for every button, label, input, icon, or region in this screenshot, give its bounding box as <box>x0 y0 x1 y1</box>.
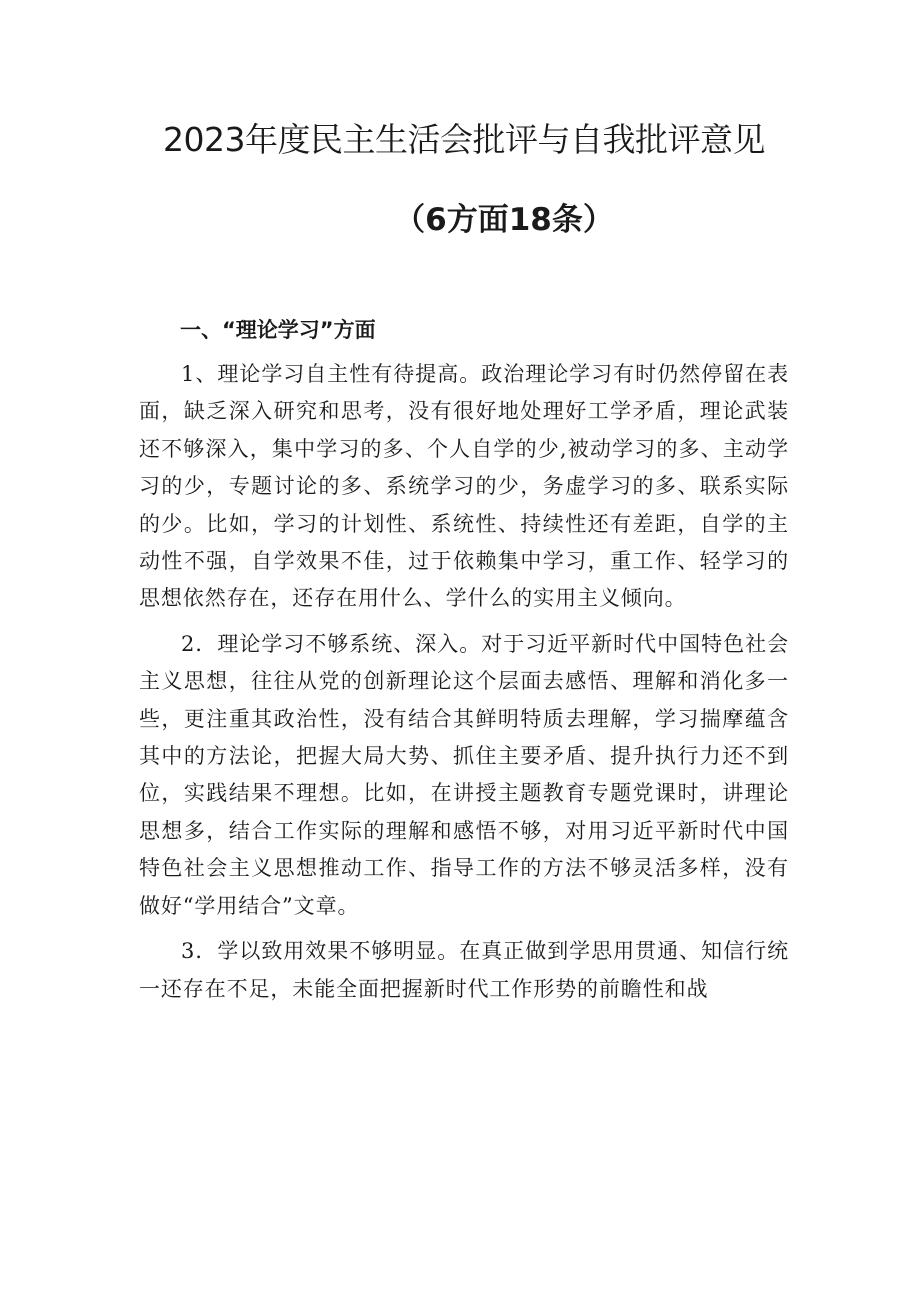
paragraph-item-1: 1、理论学习自主性有待提高。政治理论学习有时仍然停留在表面，缺乏深入研究和思考，没有很好地处理好工学矛盾，理论武装还不够深入，集中学习的多、个人自学的少,被动学习的多、主动学习的少，专题讨论的多、系统学习的少，务虚学习的多、联系实际的少。比如，学习的计划性、系统性、持续性还有差距，自学的主动性不强，自学效果不佳，过于依赖集中学习，重工作、轻学习的思想依然存在，还存在用什么、学什么的实用主义倾向。 <box>139 362 789 611</box>
section-heading-theory-study: 一、“理论学习”方面 <box>180 318 376 342</box>
paragraph-item-2: 2．理论学习不够系统、深入。对于习近平新时代中国特色社会主义思想，往往从党的创新理论这个层面去感悟、理解和消化多一些，更注重其政治性，没有结合其鲜明特质去理解，学习揣摩蕴含其中的方法论，把握大局大势、抓住主要矛盾、提升执行力还不到位，实践结果不理想。比如，在讲授主题教育专题党课时，讲理论思想多，结合工作实际的理解和感悟不够，对用习近平新时代中国特色社会主义思想推动工作、指导工作的方法不够灵活多样，没有做好“学用结合”文章。 <box>139 631 789 918</box>
document-title: 2023年度民主生活会批评与自我批评意见 <box>163 120 765 159</box>
section-body <box>139 356 789 1016</box>
paragraph-item-3: 3．学以致用效果不够明显。在真正做到学思用贯通、知信行统一还存在不足，未能全面把握新时代工作形势的前瞻性和战 <box>139 939 789 1001</box>
document-subtitle: （6方面18条） <box>394 202 614 238</box>
